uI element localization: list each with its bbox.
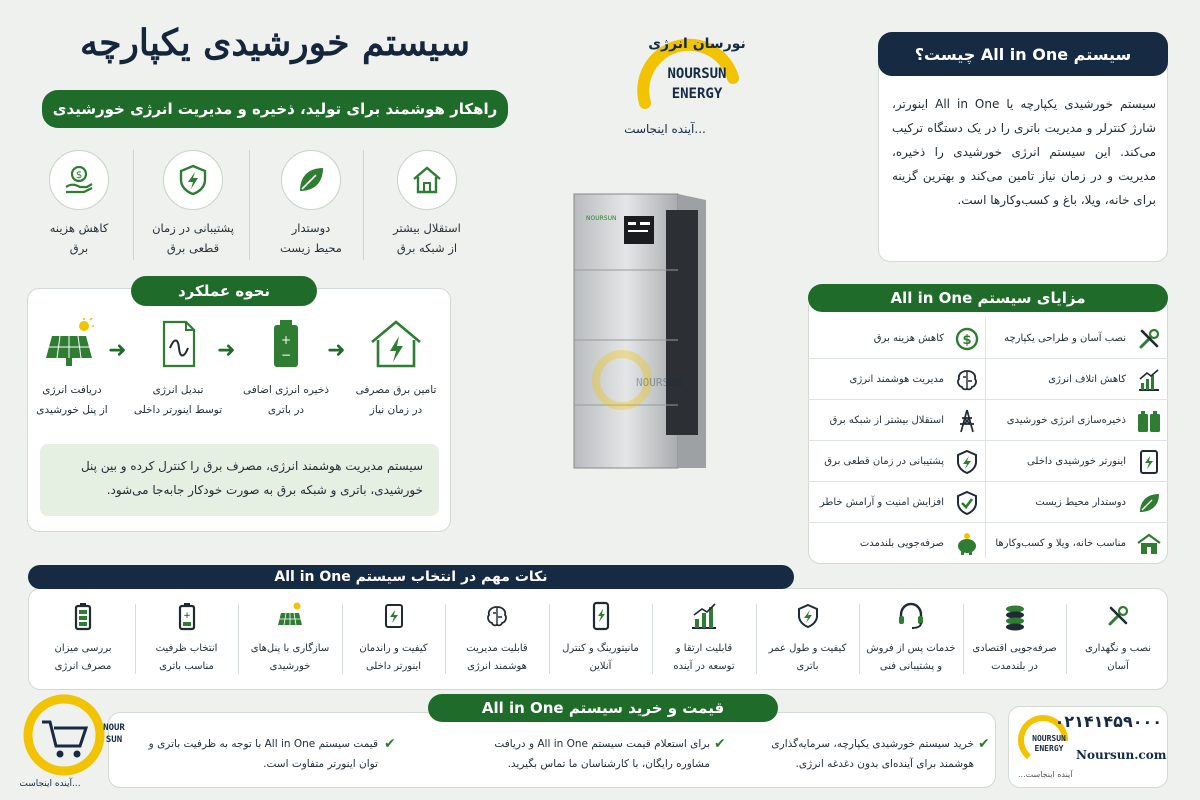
subtitle-banner: راهکار هوشمند برای تولید، ذخیره و مدیریت انرژی خورشیدی xyxy=(42,90,508,128)
price-item: برای استعلام قیمت سیستم All in One و دریافت مشاوره رایگان، با کارشناسان ما تماس بگیرید. xyxy=(494,738,710,770)
battery-icon xyxy=(256,318,316,370)
page-title: سیستم خورشیدی یکپارچه xyxy=(79,22,471,64)
tip-divider xyxy=(963,604,964,674)
what-is-text: سیستم خورشیدی یکپارچه یا All in One اینورتر، شارژ کنترلر و مدیریت باتری را در یک دستگاه ترکیب می‌کند. این سیستم انرژی خورشیدی را ذخیره، مدیریت و در زمان نیاز تامین می‌کند و بهترین گزینه برای خانه، ویلا، باغ و کسب‌وکارها است. xyxy=(892,97,1157,207)
tip-item xyxy=(137,596,237,676)
check-icon: ✔ xyxy=(978,736,990,752)
house-bolt-icon xyxy=(366,318,426,370)
tip-divider xyxy=(549,604,550,674)
feature-label: استقلال بیشتر از شبکه برق xyxy=(393,221,461,255)
cart-logo xyxy=(14,690,126,790)
advantage-label: ذخیره‌سازی انرژی خورشیدی xyxy=(1006,415,1126,426)
brand-name-fa: نورسان انرژی xyxy=(648,36,746,52)
advantage-row xyxy=(808,482,1168,523)
arrow-right-icon: ➜ xyxy=(327,338,346,363)
shield-bolt-icon xyxy=(163,150,223,210)
tip-label: انتخاب ظرفیت مناسب باتری xyxy=(155,643,218,672)
inverter-icon xyxy=(374,596,414,636)
advantage-label: مناسب خانه، ویلا و کسب‌وکارها xyxy=(995,538,1126,549)
advantage-label: صرفه‌جویی بلندمدت xyxy=(859,538,944,549)
tip-item xyxy=(447,596,547,676)
advantage-item xyxy=(812,523,982,564)
tip-label: قابلیت مدیریت هوشمند انرژی xyxy=(466,643,528,672)
tip-label: صرفه‌جویی اقتصادی در بلندمدت xyxy=(972,643,1057,672)
advantage-item xyxy=(812,400,982,441)
feature-grid-independence xyxy=(372,150,482,258)
tip-label: بررسی میزان مصرف انرژی xyxy=(54,643,112,672)
tip-label: سازگاری با پنل‌های خورشیدی xyxy=(250,643,330,672)
tips-heading: نکات مهم در انتخاب سیستم All in One xyxy=(28,565,794,589)
check-icon: ✔ xyxy=(714,736,726,752)
svg-text:$: $ xyxy=(962,332,972,348)
price-item: قیمت سیستم All in One با توجه به ظرفیت باتری و توان اینورتر متفاوت است. xyxy=(148,738,378,770)
feature-label: کاهش هزینه برق xyxy=(49,221,109,255)
svg-text:ENERGY: ENERGY xyxy=(1034,744,1064,753)
advantage-label: استقلال بیشتر از شبکه برق xyxy=(829,415,944,426)
tip-label: کیفیت و طول عمر باتری xyxy=(768,643,847,672)
dollar-coin-icon xyxy=(952,324,982,354)
tip-label: قابلیت ارتقا و توسعه در آینده xyxy=(673,643,735,672)
headset-icon xyxy=(891,596,931,636)
advantage-label: مدیریت هوشمند انرژی xyxy=(849,374,944,385)
process-step-label: ذخیره انرژی اضافی در باتری xyxy=(242,384,330,416)
solar-panel-icon xyxy=(270,596,310,636)
advantage-item xyxy=(812,441,982,482)
advantage-label: نصب آسان و طراحی یکپارچه xyxy=(1004,333,1126,344)
power-tower-icon xyxy=(952,406,982,436)
tip-item xyxy=(861,596,961,676)
arrow-right-icon: ➜ xyxy=(108,338,127,363)
advantage-row xyxy=(808,400,1168,441)
advantage-label: دوستدار محیط زیست xyxy=(1035,497,1126,508)
brain-icon xyxy=(477,596,517,636)
brand-logo xyxy=(605,8,755,138)
product-image xyxy=(566,190,712,470)
price-item: خرید سیستم خورشیدی یکپارچه، سرمایه‌گذاری هوشمند برای آینده‌ای بدون دغدغه انرژی. xyxy=(771,738,974,770)
svg-text:NOURSUN: NOURSUN xyxy=(586,215,617,222)
tip-item xyxy=(240,596,340,676)
leaf-icon xyxy=(281,150,341,210)
money-hand-icon xyxy=(49,150,109,210)
advantage-label: کاهش اتلاف انرژی xyxy=(1048,374,1126,385)
battery-stack-icon xyxy=(1134,406,1164,436)
svg-text:NOURSUN: NOURSUN xyxy=(636,376,683,389)
tip-divider xyxy=(859,604,860,674)
tip-label: خدمات پس از فروش و پشتیبانی فنی xyxy=(866,643,956,672)
shield-bolt-icon xyxy=(788,596,828,636)
tip-divider xyxy=(652,604,653,674)
process-note: سیستم مدیریت هوشمند انرژی، مصرف برق را کنترل کرده و بین پنل خورشیدی، باتری و شبکه برق به صورت خودکار جابه‌جا می‌شود. xyxy=(40,444,439,516)
process-step-label: دریافت انرژی از پنل خورشیدی xyxy=(36,384,108,416)
bar-chart-icon xyxy=(684,596,724,636)
check-icon: ✔ xyxy=(384,736,396,752)
process-step-label: تامین برق مصرفی در زمان نیاز xyxy=(355,384,437,416)
inverter-wave-icon xyxy=(148,318,208,370)
leaf-icon xyxy=(1134,488,1164,518)
process-step-convert xyxy=(128,318,228,420)
tip-divider xyxy=(445,604,446,674)
advantages-heading: مزایای سیستم All in One xyxy=(808,284,1168,312)
process-heading: نحوه عملکرد xyxy=(131,276,317,306)
svg-text:+: + xyxy=(182,611,191,621)
coins-icon xyxy=(995,596,1035,636)
svg-text:آینده اینجاست...: آینده اینجاست... xyxy=(19,779,81,789)
brand-tagline-small: آینده اینجاست... xyxy=(1018,770,1073,779)
price-heading: قیمت و خرید سیستم All in One xyxy=(428,694,778,722)
svg-text:−: − xyxy=(280,348,292,362)
tip-label: مانیتورینگ و کنترل آنلاین xyxy=(562,643,639,672)
phone-number[interactable]: ۰۲۱۴۱۴۵۹۰۰۰ xyxy=(1054,712,1162,731)
feature-cost xyxy=(24,150,134,258)
feature-label: پشتیبانی در زمان قطعی برق xyxy=(152,221,234,255)
tip-label: کیفیت و راندمان اینورتر داخلی xyxy=(359,643,428,672)
tip-divider xyxy=(1066,604,1067,674)
tip-item xyxy=(344,596,444,676)
svg-text:NOUR: NOUR xyxy=(103,723,125,733)
tip-divider xyxy=(238,604,239,674)
svg-text:+: + xyxy=(280,333,292,347)
tip-item xyxy=(965,596,1065,676)
brain-icon xyxy=(952,365,982,395)
feature-backup xyxy=(138,150,248,258)
arrow-right-icon: ➜ xyxy=(217,338,236,363)
advantage-label: پشتیبانی در زمان قطعی برق xyxy=(824,456,944,467)
advantage-row xyxy=(808,441,1168,482)
advantage-row xyxy=(808,318,1168,359)
advantage-item xyxy=(812,359,982,400)
tip-item xyxy=(1068,596,1168,676)
tip-item xyxy=(33,596,133,676)
battery-check-icon xyxy=(63,596,103,636)
house-icon xyxy=(397,150,457,210)
battery-icon xyxy=(167,596,207,636)
advantage-item xyxy=(988,400,1164,441)
process-step-label: تبدیل انرژی توسط اینورتر داخلی xyxy=(133,384,223,416)
tip-item xyxy=(551,596,651,676)
tools-icon xyxy=(1098,596,1138,636)
solar-panel-icon xyxy=(42,318,102,370)
tip-label: نصب و نگهداری آسان xyxy=(1084,643,1152,672)
advantage-item xyxy=(988,523,1164,564)
phone-icon xyxy=(581,596,621,636)
advantage-item xyxy=(988,359,1164,400)
advantage-label: افزایش امنیت و آرامش خاطر xyxy=(819,497,944,508)
brand-tagline: آینده اینجاست... xyxy=(624,122,706,136)
tip-item xyxy=(654,596,754,676)
svg-text:NOURSUN: NOURSUN xyxy=(667,66,727,82)
svg-text:$: $ xyxy=(75,170,83,181)
advantage-item xyxy=(988,482,1164,523)
advantage-label: اینورتر خورشیدی داخلی xyxy=(1027,456,1126,467)
svg-text:SUN: SUN xyxy=(105,735,123,745)
process-step-store xyxy=(236,318,336,420)
tip-divider xyxy=(135,604,136,674)
advantage-row xyxy=(808,359,1168,400)
advantage-item xyxy=(988,318,1164,359)
advantage-item xyxy=(988,441,1164,482)
tip-divider xyxy=(342,604,343,674)
svg-text:ENERGY: ENERGY xyxy=(671,86,723,102)
process-step-receive xyxy=(22,318,122,420)
tools-icon xyxy=(1134,324,1164,354)
feature-label: دوستدار محیط زیست xyxy=(280,221,342,255)
feature-eco xyxy=(256,150,366,258)
advantage-item xyxy=(812,482,982,523)
shield-check-icon xyxy=(952,488,982,518)
piggy-bank-icon xyxy=(952,529,982,559)
advantage-label: کاهش هزینه برق xyxy=(873,333,944,344)
tip-divider xyxy=(756,604,757,674)
chart-up-icon xyxy=(1134,365,1164,395)
what-is-heading: سیستم All in One چیست؟ xyxy=(878,32,1168,76)
buildings-icon xyxy=(1134,529,1164,559)
svg-text:NOURSUN: NOURSUN xyxy=(1032,734,1066,743)
shield-bolt-icon xyxy=(952,447,982,477)
inverter-icon xyxy=(1134,447,1164,477)
advantage-item xyxy=(812,318,982,359)
advantage-row xyxy=(808,523,1168,564)
process-step-supply xyxy=(346,318,446,420)
website-link[interactable]: Noursun.com xyxy=(1076,748,1167,762)
tip-item xyxy=(758,596,858,676)
